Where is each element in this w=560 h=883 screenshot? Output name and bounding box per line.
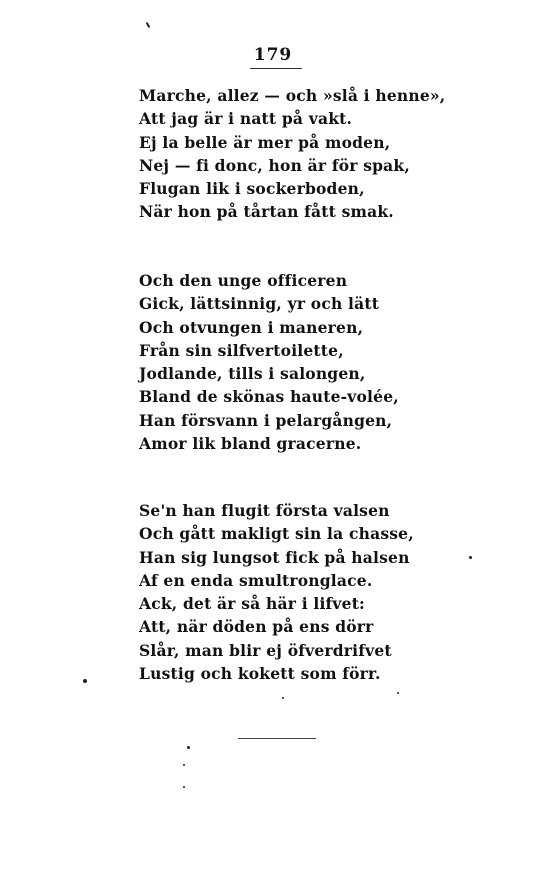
poem-line: Marche, allez — och »slå i henne»,	[139, 86, 446, 105]
speck-mark	[146, 22, 151, 28]
poem-line: Af en enda smultronglace.	[139, 570, 373, 590]
poem-line: Se'n han flugit första valsen	[139, 501, 390, 520]
poem-line: Bland de skönas haute-volée,	[139, 387, 399, 407]
stanza-3	[139, 499, 414, 685]
poem-line: Lustig och kokett som förr.	[139, 664, 381, 684]
page-number: 179	[253, 45, 293, 65]
speck-mark	[183, 764, 185, 766]
poem-line: Slår, man blir ej öfverdrifvet	[139, 640, 392, 660]
speck-mark	[183, 786, 185, 788]
poem-line: Att, när döden på ens dörr	[139, 617, 374, 637]
stanza-1	[139, 84, 445, 224]
poem-line: Amor lik bland gracerne.	[139, 434, 362, 454]
poem-line: Gick, lättsinnig, yr och lätt	[139, 294, 380, 314]
speck-mark	[397, 692, 399, 694]
speck-mark	[469, 556, 472, 559]
poem-line: Jodlande, tills i salongen,	[139, 364, 366, 384]
stanza-2	[139, 269, 399, 455]
poem-line: Han sig lungsot fick på halsen	[139, 547, 410, 567]
poem-line: Han försvann i pelargången,	[139, 410, 393, 430]
speck-mark	[83, 679, 87, 683]
poem-line: När hon på tårtan fått smak.	[139, 202, 394, 222]
speck-mark	[282, 697, 284, 699]
poem-line: Att jag är i natt på vakt.	[139, 109, 353, 129]
poem-line: Ack, det är så här i lifvet:	[139, 594, 365, 614]
poem-line: Flugan lik i sockerboden,	[139, 179, 365, 199]
poem-line: Från sin silfvertoilette,	[139, 340, 344, 360]
poem-line: Och den unge officeren	[139, 271, 348, 290]
poem-line: Och gått makligt sin la chasse,	[139, 524, 414, 544]
speck-mark	[187, 746, 190, 749]
end-rule	[238, 738, 316, 739]
page-number-rule	[250, 68, 302, 69]
poem-line: Och otvungen i maneren,	[139, 317, 364, 337]
poem-line: Nej — fi donc, hon är för spak,	[139, 155, 410, 175]
poem-line: Ej la belle är mer på moden,	[139, 132, 391, 152]
